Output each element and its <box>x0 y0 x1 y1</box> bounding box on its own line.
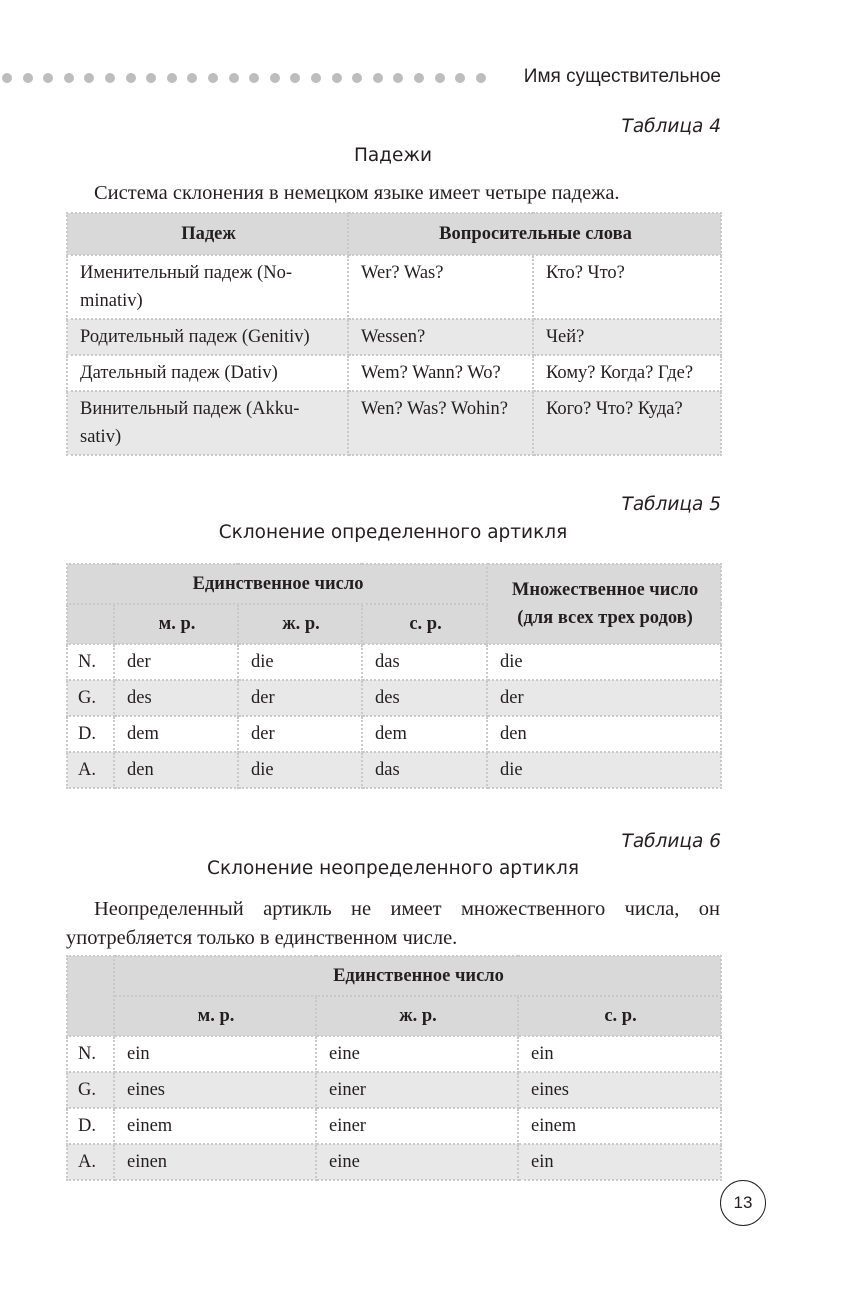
case-name: Родительный падеж (Genitiv) <box>67 319 348 355</box>
case-name: Дательный падеж (Dativ) <box>67 355 348 391</box>
leader-dot <box>311 73 321 83</box>
table-row <box>67 752 721 788</box>
table-row <box>67 716 721 752</box>
leader-dot <box>270 73 280 83</box>
case-abbr: A. <box>67 752 114 788</box>
case-abbr: N. <box>67 644 114 680</box>
header-singular: Единственное число <box>67 564 487 604</box>
leader-dot <box>126 73 136 83</box>
table-row <box>67 1072 721 1108</box>
article-cell: die <box>238 644 362 680</box>
header-masculine: м. р. <box>114 996 316 1036</box>
header-question-words: Вопросительные слова <box>348 213 721 255</box>
header-neuter: с. р. <box>362 604 487 644</box>
article-cell: ein <box>518 1036 721 1072</box>
running-header: Имя существительное <box>523 66 721 87</box>
table-4-intro: Система склонения в немецком языке имеет четыре падежа. <box>94 182 620 204</box>
article-cell: einen <box>114 1144 316 1180</box>
question-de: Wem? Wann? Wo? <box>348 355 533 391</box>
leader-dot <box>393 73 403 83</box>
article-cell: die <box>238 752 362 788</box>
case-abbr: A. <box>67 1144 114 1180</box>
leader-dot <box>23 73 33 83</box>
article-cell: das <box>362 752 487 788</box>
leader-dot <box>105 73 115 83</box>
leader-dot <box>229 73 239 83</box>
article-cell: dem <box>114 716 238 752</box>
article-cell: den <box>114 752 238 788</box>
case-abbr: G. <box>67 1072 114 1108</box>
table-row <box>67 255 721 319</box>
question-ru: Кто? Что? <box>533 255 721 319</box>
leader-dot <box>146 73 156 83</box>
article-cell: des <box>114 680 238 716</box>
header-neuter: с. р. <box>518 996 721 1036</box>
case-name: Именительный падеж (No-minativ) <box>67 255 348 319</box>
decorative-dot-leader <box>0 70 500 86</box>
table-5-title: Склонение определенного артикля <box>218 522 568 543</box>
question-de: Wer? Was? <box>348 255 533 319</box>
article-cell: einem <box>518 1108 721 1144</box>
article-cell: eines <box>114 1072 316 1108</box>
article-cell: die <box>487 752 721 788</box>
case-abbr: D. <box>67 1108 114 1144</box>
article-cell: des <box>362 680 487 716</box>
article-cell: die <box>487 644 721 680</box>
header-masculine: м. р. <box>114 604 238 644</box>
leader-dot <box>414 73 424 83</box>
table-5-label: Таблица 5 <box>621 494 721 515</box>
leader-dot <box>2 73 12 83</box>
question-de: Wessen? <box>348 319 533 355</box>
table-row <box>67 319 721 355</box>
leader-dot <box>167 73 177 83</box>
indefinite-article-table <box>66 955 722 1181</box>
definite-article-table <box>66 563 722 789</box>
header-feminine: ж. р. <box>316 996 518 1036</box>
table-6-intro: Неопределенный артикль не имеет множественного числа, он употребляется только в единственном числе. <box>66 898 720 949</box>
header-feminine: ж. р. <box>238 604 362 644</box>
article-cell: eines <box>518 1072 721 1108</box>
table-row <box>67 1036 721 1072</box>
leader-dot <box>208 73 218 83</box>
leader-dot <box>187 73 197 83</box>
page-number: 13 <box>720 1180 766 1226</box>
leader-dot <box>373 73 383 83</box>
header-blank <box>67 604 114 644</box>
leader-dot <box>84 73 94 83</box>
table-row <box>67 355 721 391</box>
case-name: Винительный падеж (Akku-sativ) <box>67 391 348 455</box>
question-ru: Кому? Когда? Где? <box>533 355 721 391</box>
article-cell: das <box>362 644 487 680</box>
question-ru: Кого? Что? Куда? <box>533 391 721 455</box>
leader-dot <box>249 73 259 83</box>
case-abbr: N. <box>67 1036 114 1072</box>
header-blank <box>67 956 114 1036</box>
article-cell: einer <box>316 1108 518 1144</box>
leader-dot <box>435 73 445 83</box>
article-cell: eine <box>316 1036 518 1072</box>
case-abbr: G. <box>67 680 114 716</box>
question-de: Wen? Was? Wohin? <box>348 391 533 455</box>
leader-dot <box>290 73 300 83</box>
leader-dot <box>352 73 362 83</box>
table-6-title: Склонение неопределенного артикля <box>207 858 579 879</box>
article-cell: dem <box>362 716 487 752</box>
header-singular: Единственное число <box>114 956 721 996</box>
table-row <box>67 391 721 455</box>
question-ru: Чей? <box>533 319 721 355</box>
article-cell: ein <box>114 1036 316 1072</box>
leader-dot <box>476 73 486 83</box>
leader-dot <box>64 73 74 83</box>
leader-dot <box>332 73 342 83</box>
header-case: Падеж <box>67 213 348 255</box>
header-plural: Множественное число (для всех трех родов) <box>487 564 721 644</box>
table-row <box>67 1108 721 1144</box>
table-4-label: Таблица 4 <box>621 116 721 137</box>
case-abbr: D. <box>67 716 114 752</box>
cases-table <box>66 212 722 456</box>
article-cell: der <box>114 644 238 680</box>
article-cell: eine <box>316 1144 518 1180</box>
article-cell: der <box>238 716 362 752</box>
table-4-title: Падежи <box>353 145 433 166</box>
article-cell: den <box>487 716 721 752</box>
table-6-label: Таблица 6 <box>621 831 721 852</box>
article-cell: einer <box>316 1072 518 1108</box>
article-cell: einem <box>114 1108 316 1144</box>
article-cell: der <box>487 680 721 716</box>
leader-dot <box>43 73 53 83</box>
article-cell: ein <box>518 1144 721 1180</box>
table-row <box>67 1144 721 1180</box>
table-row <box>67 644 721 680</box>
leader-dot <box>455 73 465 83</box>
article-cell: der <box>238 680 362 716</box>
table-row <box>67 680 721 716</box>
